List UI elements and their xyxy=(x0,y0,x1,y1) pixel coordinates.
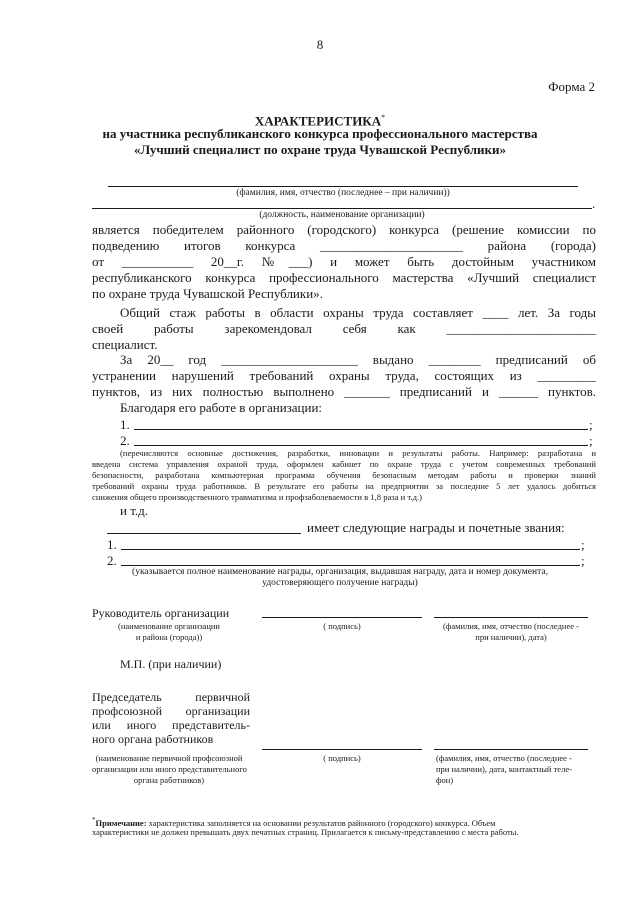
item-2-semicolon: ; xyxy=(589,433,593,448)
union-fio-caption-2: при наличии), дата, контактный теле- xyxy=(436,764,572,774)
award-2-semicolon: ; xyxy=(581,553,585,568)
union-signature-caption: ( подпись) xyxy=(323,753,361,763)
item-1-number: 1. xyxy=(120,417,130,432)
union-chair-line: Председатель первичной xyxy=(92,690,250,704)
item-2-number: 2. xyxy=(120,433,130,448)
award-line-1[interactable] xyxy=(121,549,580,550)
union-chair-line: или иного представитель- xyxy=(92,718,250,732)
etc-text: и т.д. xyxy=(120,503,149,518)
union-caption-3: органа работников) xyxy=(133,775,205,785)
position-line-dot: . xyxy=(592,196,596,211)
head-signature-caption: ( подпись) xyxy=(323,621,361,631)
footnote-line-1 xyxy=(92,815,496,828)
fio-caption: (фамилия, имя, отчество (последнее – при наличии)) xyxy=(236,188,450,198)
awards-line: имеет следующие награды и почетные звания: xyxy=(307,520,565,535)
award-1-number: 1. xyxy=(107,537,117,552)
title-footnote-mark: * xyxy=(381,113,386,122)
award-2-number: 2. xyxy=(107,553,117,568)
note-line: введена система управления охраной труда, оформлен кабинет по охране труда с учетом современных требований xyxy=(92,459,596,469)
title-text: ХАРАКТЕРИСТИКА xyxy=(254,113,382,129)
paragraph-line: своей работы зарекомендовал себя как _______________________ xyxy=(92,321,596,336)
position-line[interactable] xyxy=(92,208,592,209)
fio-line[interactable] xyxy=(108,186,578,187)
page-number: 8 xyxy=(316,37,324,52)
union-signature-line[interactable] xyxy=(262,749,422,750)
head-fio-caption-1: (фамилия, имя, отчество (последнее - xyxy=(443,621,579,631)
union-fio-line[interactable] xyxy=(434,749,588,750)
head-org-label: Руководитель организации xyxy=(92,606,230,620)
awards-caption-2: удостоверяющего получение награды) xyxy=(262,578,418,588)
awards-caption-1: (указывается полное наименование награды, организация, выдавшая награду, дата и номер документа, xyxy=(132,567,548,577)
paragraph-line: За 20__ год _____________________ выдано ________ предписаний об xyxy=(120,352,596,367)
paragraph-experience xyxy=(92,305,596,353)
paragraph-line: специалист. xyxy=(92,337,158,352)
union-caption-2: организации или иного представительного xyxy=(92,764,247,774)
footnote-label: Примечание: xyxy=(95,817,147,828)
paragraph-winner xyxy=(92,222,596,302)
achievement-line-1[interactable] xyxy=(134,429,588,430)
paragraph-line: устранении нарушений требований охраны труда, состоящих из _________ xyxy=(92,368,596,383)
position-caption: (должность, наименование организации) xyxy=(259,210,425,220)
paragraph-line: является победителем районного (городского) конкурса (решение комиссии по xyxy=(92,222,596,237)
union-chair-line: профсоюзной организации xyxy=(92,704,250,718)
head-fio-caption-2: при наличии), дата) xyxy=(475,632,547,642)
union-chair-label xyxy=(92,690,250,746)
head-signature-line[interactable] xyxy=(262,617,422,618)
paragraph-line: пунктов, из них полностью выполнено _______ предписаний и ______ пунктов. xyxy=(92,384,596,399)
paragraph-line: республиканского конкурса профессионального мастерства «Лучший специалист xyxy=(92,270,596,285)
paragraph-line: по охране труда Чувашской Республики». xyxy=(92,286,323,301)
head-org-caption-2: и района (города)) xyxy=(135,632,203,642)
achievement-line-2[interactable] xyxy=(134,445,588,446)
awards-name-line[interactable] xyxy=(107,533,301,534)
paragraph-line: от ___________ 20__г. №___) и может быть достойным участником xyxy=(92,254,596,269)
note-line: безопасности, разработана компьютерная программа обучения безопасным методам работы и проверки знаний xyxy=(92,470,596,480)
paragraph-line: подведению итогов конкурса ______________________ района (города) xyxy=(92,238,596,253)
paragraph-line: Общий стаж работы в области охраны труда составляет ____ лет. За годы xyxy=(120,305,596,320)
head-org-caption-1: (наименование организации xyxy=(118,621,220,631)
thanks-line: Благодаря его работе в организации: xyxy=(120,400,323,415)
subtitle-2: «Лучший специалист по охране труда Чувашской Республики» xyxy=(133,142,507,157)
footnote-mark: * xyxy=(92,816,96,824)
award-line-2[interactable] xyxy=(121,565,580,566)
award-1-semicolon: ; xyxy=(581,537,585,552)
footnote-line-2: характеристики не должен превышать двух печатных страниц. Прилагается к письму-представлению с места работы. xyxy=(92,827,519,837)
stamp-label: М.П. (при наличии) xyxy=(120,657,222,671)
item-1-semicolon: ; xyxy=(589,417,593,432)
note-line: (перечисляются основные достижения, разработки, инновации и результаты работы. Например: разработана и xyxy=(120,448,596,458)
union-chair-line: ного органа работников xyxy=(92,732,214,746)
subtitle-1: на участника республиканского конкурса профессионального мастерства xyxy=(102,126,538,141)
union-fio-caption-1: (фамилия, имя, отчество (последнее - xyxy=(436,753,572,763)
paragraph-prescriptions xyxy=(92,352,596,400)
footnote-text: характеристика заполняется на основании результатов районного (городского) конкурса. Объем xyxy=(146,817,496,828)
union-fio-caption-3: фон) xyxy=(436,775,454,785)
achievements-note xyxy=(92,448,596,503)
union-caption-1: (наименование первичной профсоюзной xyxy=(95,753,243,763)
note-line: требований охраны труда работников. В результате его работы на предприятии за последние 5 лет удалось добиться xyxy=(92,481,596,491)
form-label: Форма 2 xyxy=(548,79,595,94)
head-fio-line[interactable] xyxy=(434,617,588,618)
note-line: снижения общего производственного травматизма и профзаболеваемости в 1,8 раза и т.д.) xyxy=(92,492,423,502)
